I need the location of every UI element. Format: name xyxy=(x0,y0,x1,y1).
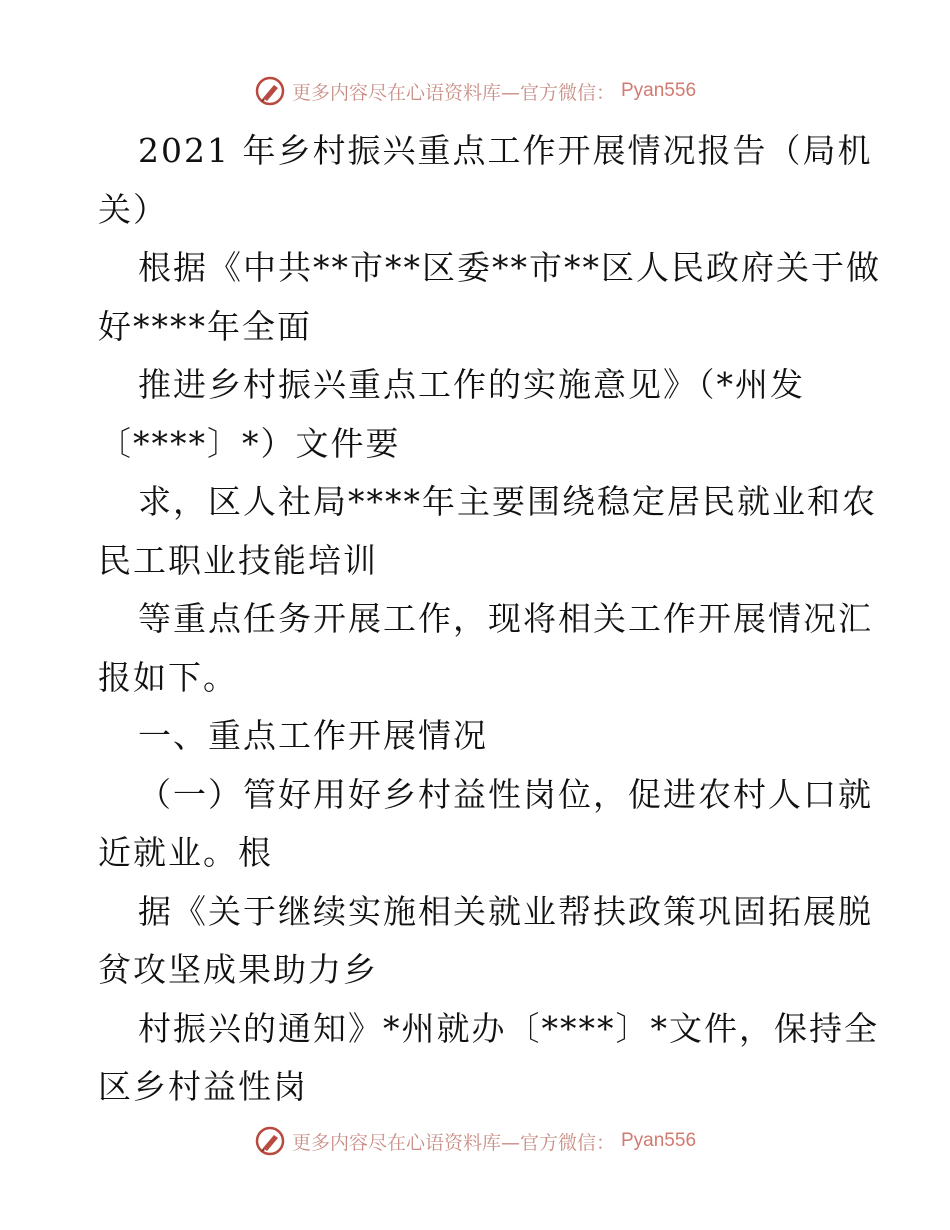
paragraph-line: 求，区人社局****年主要围绕稳定居民就业和农 xyxy=(138,482,877,521)
watermark-text: 更多内容尽在心语资料库—官方微信： xyxy=(291,1131,615,1154)
footer-watermark xyxy=(0,1124,950,1158)
paragraph-line: 贫攻坚成果助力乡 xyxy=(98,950,378,989)
document-title-line-2: 关） xyxy=(98,189,168,229)
paragraph-line: 好****年全面 xyxy=(98,306,312,346)
paragraph-line: 据《关于继续实施相关就业帮扶政策巩固拓展脱 xyxy=(138,891,873,931)
watermark-handle: Pyan556 xyxy=(621,80,697,101)
paragraph-line: 〔****〕*）文件要 xyxy=(98,423,401,463)
document-body xyxy=(98,122,881,1117)
pen-logo-icon xyxy=(254,1125,286,1157)
subsection-heading: （一）管好用好乡村益性岗位，促进农村人口就 xyxy=(138,774,873,814)
paragraph-line: 根据《中共**市**区委**市**区人民政府关于做 xyxy=(138,248,881,287)
paragraph-line: 推进乡村振兴重点工作的实施意见》（*州发 xyxy=(138,365,805,404)
paragraph-line: 区乡村益性岗 xyxy=(98,1067,308,1106)
watermark-text: 更多内容尽在心语资料库—官方微信： xyxy=(291,81,615,104)
paragraph-line: 村振兴的通知》*州就办〔****〕*文件，保持全 xyxy=(138,1008,879,1048)
watermark-handle: Pyan556 xyxy=(621,1130,697,1151)
paragraph-line: 民工职业技能培训 xyxy=(98,540,378,580)
paragraph-line: 近就业。根 xyxy=(98,833,273,872)
document-title-line-1: 2021 年乡村振兴重点工作开展情况报告（局机 xyxy=(138,131,873,170)
paragraph-line: 报如下。 xyxy=(98,657,238,697)
pen-logo-icon xyxy=(254,75,286,107)
paragraph-line: 等重点任务开展工作，现将相关工作开展情况汇 xyxy=(138,599,873,638)
header-watermark xyxy=(0,74,950,108)
section-heading: 一、重点工作开展情况 xyxy=(138,716,488,755)
